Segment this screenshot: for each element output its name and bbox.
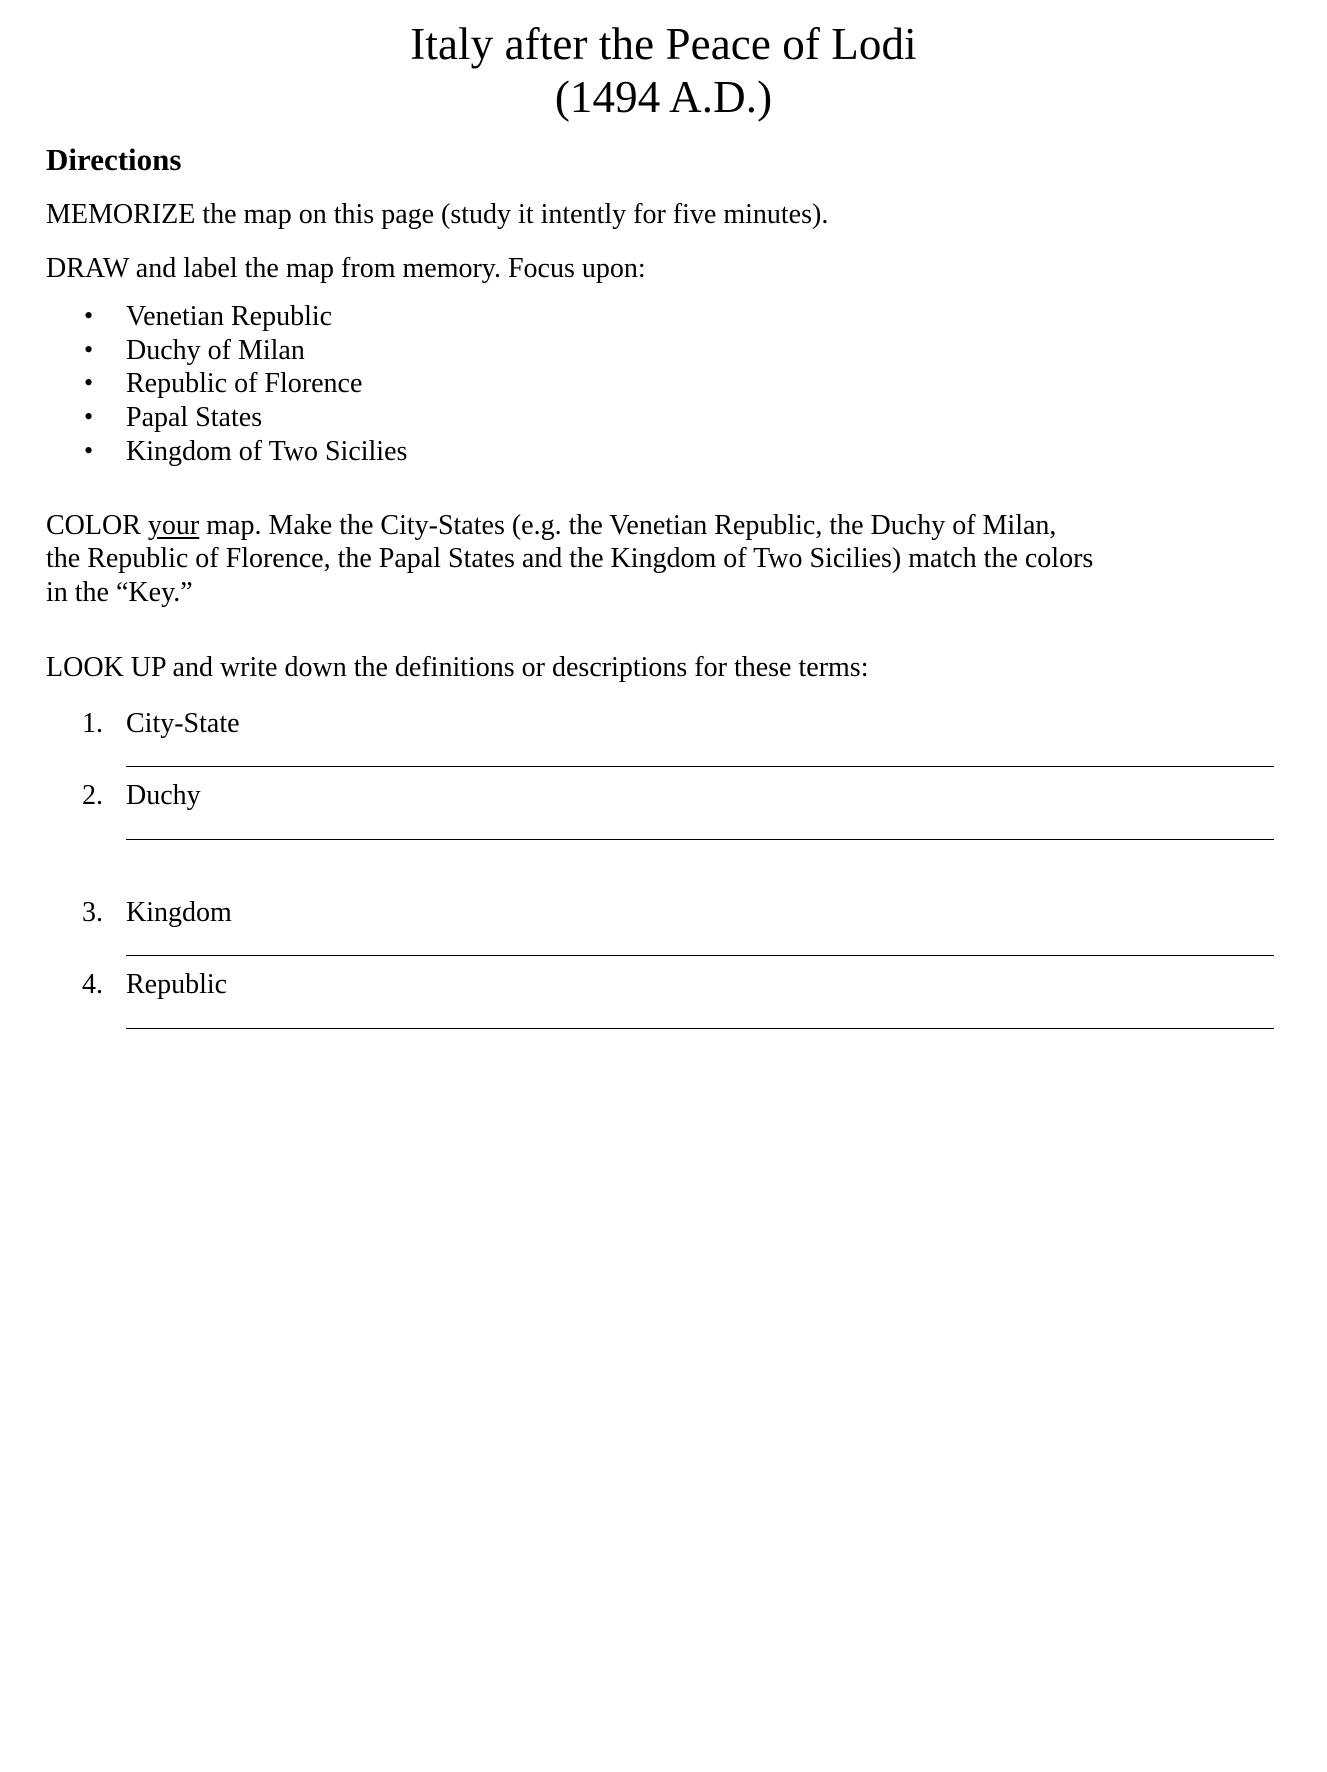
spacer <box>0 929 1327 955</box>
list-item-label: Papal States <box>126 402 263 434</box>
list-item <box>0 300 1327 334</box>
term-label: Kingdom <box>126 896 232 928</box>
bullet-icon: • <box>84 334 94 364</box>
title-line-2: (1494 A.D.) <box>554 71 773 122</box>
terms-list <box>0 707 1327 1029</box>
term-number: 3. <box>82 896 103 928</box>
color-line-1-emphasis: your <box>147 510 200 542</box>
spacer <box>0 956 1327 968</box>
list-item-label: Venetian Republic <box>126 300 333 332</box>
term-number: 1. <box>82 707 103 739</box>
term-item-duchy <box>0 779 1327 813</box>
term-item-kingdom <box>0 896 1327 930</box>
directions-heading: Directions <box>46 142 182 178</box>
term-number: 2. <box>82 780 103 812</box>
spacer <box>0 813 1327 839</box>
color-line-1-suffix: map. Make the City-States (e.g. the Venetian Republic, the Duchy of Milan, <box>199 510 1057 542</box>
color-paragraph <box>46 509 1136 609</box>
lookup-paragraph: LOOK UP and write down the definitions or descriptions for these terms: <box>46 651 869 683</box>
bullet-icon: • <box>84 436 94 466</box>
color-paragraph-line-2: the Republic of Florence, the Papal States and the Kingdom of Two Sicilies) match the colors <box>46 543 1094 575</box>
bullet-icon: • <box>84 402 94 432</box>
list-item <box>0 367 1327 401</box>
term-label: Republic <box>126 969 228 1001</box>
bullet-icon: • <box>84 368 94 398</box>
spacer <box>0 1002 1327 1028</box>
term-label: City-State <box>126 707 240 739</box>
spacer <box>0 740 1327 766</box>
list-item-label: Republic of Florence <box>126 368 363 400</box>
term-item-republic <box>0 968 1327 1002</box>
color-paragraph-line-1 <box>46 509 1136 542</box>
color-line-1-prefix: COLOR <box>46 510 148 542</box>
bullet-icon: • <box>84 300 94 330</box>
focus-list <box>0 300 1327 469</box>
title-line-1: Italy after the Peace of Lodi <box>410 19 917 69</box>
list-item-label: Kingdom of Two Sicilies <box>126 436 408 468</box>
draw-paragraph: DRAW and label the map from memory. Focus upon: <box>46 253 646 285</box>
list-item <box>0 401 1327 435</box>
list-item-label: Duchy of Milan <box>126 334 305 366</box>
memorize-paragraph: MEMORIZE the map on this page (study it intently for five minutes). <box>46 199 829 231</box>
spacer <box>0 767 1327 779</box>
term-label: Duchy <box>126 780 201 812</box>
page-title <box>0 0 1327 123</box>
answer-line-republic[interactable] <box>126 1028 1274 1029</box>
list-item <box>0 334 1327 368</box>
term-number: 4. <box>82 969 103 1001</box>
list-item <box>0 435 1327 469</box>
term-item-city-state <box>0 707 1327 741</box>
color-paragraph-line-3: in the “Key.” <box>46 576 193 608</box>
spacer <box>0 840 1327 896</box>
